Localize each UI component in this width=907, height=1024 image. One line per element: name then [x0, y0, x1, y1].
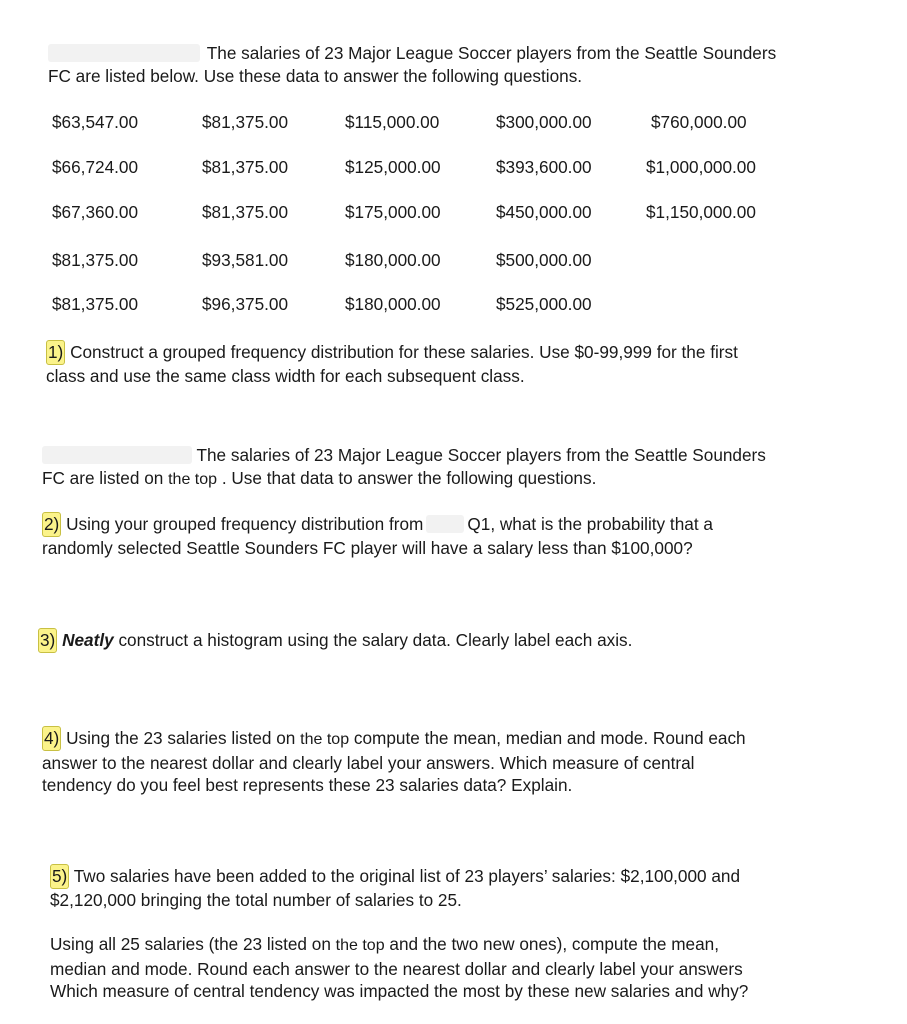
salary-cell: $81,375.00 [202, 112, 289, 132]
salary-cell: $525,000.00 [496, 294, 592, 314]
intro-2-line-1: The salaries of 23 Major League Soccer players from the Seattle Sounders [196, 445, 766, 465]
question-2 [42, 512, 713, 559]
salary-cell: $1,000,000.00 [646, 157, 756, 177]
q5-p2-line-1c: and the two new ones), compute the mean, [384, 934, 720, 954]
salary-cell: $81,375.00 [202, 157, 289, 177]
q4-the-top: the top [300, 731, 350, 748]
q5-p2-line-2: median and mode. Round each answer to the nearest dollar and clearly label your answers [50, 958, 743, 979]
salary-cell: $300,000.00 [496, 112, 592, 132]
salary-cell: $760,000.00 [651, 112, 747, 132]
q1-line-1: Construct a grouped frequency distribution for these salaries. Use $0-99,999 for the first [65, 342, 738, 362]
intro-2-the-top: the top [168, 470, 218, 488]
question-5 [50, 864, 748, 1003]
salary-cell: $66,724.00 [52, 157, 139, 177]
salary-cell: $63,547.00 [52, 112, 139, 132]
q5-p2-line-1a: Using all 25 salaries (the 23 listed on [50, 934, 336, 954]
salary-cell: $93,581.00 [202, 250, 289, 270]
salary-cell: $81,375.00 [202, 202, 289, 222]
intro-paragraph-1 [48, 42, 776, 87]
salary-cell: $67,360.00 [52, 202, 139, 222]
salary-cell: $1,150,000.00 [646, 202, 756, 222]
salary-cell: $125,000.00 [345, 157, 441, 177]
intro-1-line-1: The salaries of 23 Major League Soccer players from the Seattle Sounders [206, 43, 777, 63]
intro-2-line-2c: . Use that data to answer the following questions. [217, 467, 597, 488]
q4-line-1a: Using the 23 salaries listed on [61, 728, 301, 748]
q2-line-2: randomly selected Seattle Sounders FC player will have a salary less than $100,000? [42, 537, 693, 558]
intro-2-line-2a: FC are listed on [42, 467, 169, 488]
q5-line-2: $2,120,000 bringing the total number of salaries to 25. [50, 889, 462, 910]
q3-neatly: Neatly [62, 630, 114, 650]
q4-line-1c: compute the mean, median and mode. Round each [349, 728, 746, 748]
salary-cell: $96,375.00 [202, 294, 289, 314]
q5-line-1: Two salaries have been added to the original list of 23 players’ salaries: $2,100,000 and [69, 866, 741, 886]
salary-cell: $175,000.00 [345, 202, 441, 222]
q1-line-2: class and use the same class width for each subsequent class. [46, 365, 525, 386]
salary-cell: $115,000.00 [345, 112, 440, 132]
question-number-highlight: 3) [38, 628, 57, 653]
question-1 [46, 340, 738, 387]
intro-paragraph-2 [42, 444, 766, 491]
redacted-area [48, 44, 200, 62]
question-number-highlight: 2) [42, 512, 61, 537]
salary-cell: $180,000.00 [345, 294, 441, 314]
q2-line-1a: Using your grouped frequency distribution from [61, 514, 424, 534]
salary-cell: $81,375.00 [52, 294, 139, 314]
q4-line-2: answer to the nearest dollar and clearly label your answers. Which measure of central [42, 752, 695, 773]
salary-cell: $81,375.00 [52, 250, 139, 270]
q5-p2-line-3: Which measure of central tendency was impacted the most by these new salaries and why? [50, 981, 749, 1001]
q4-line-3: tendency do you feel best represents these 23 salaries data? Explain. [42, 775, 573, 795]
salary-cell: $450,000.00 [496, 202, 592, 222]
question-3 [38, 628, 632, 653]
question-number-highlight: 1) [46, 340, 65, 365]
salary-cell: $500,000.00 [496, 250, 592, 270]
question-4 [42, 726, 746, 797]
question-number-highlight: 4) [42, 726, 61, 751]
intro-1-line-2: FC are listed below. Use these data to answer the following questions. [48, 65, 583, 86]
q2-line-1b: Q1, what is the probability that a [467, 514, 713, 534]
question-number-highlight: 5) [50, 864, 69, 889]
q5-the-top: the top [335, 937, 385, 954]
salary-cell: $180,000.00 [345, 250, 441, 270]
q3-rest: construct a histogram using the salary data. Clearly label each axis. [113, 630, 633, 650]
salary-cell: $393,600.00 [496, 157, 592, 177]
redacted-area [426, 515, 464, 533]
redacted-area [42, 446, 192, 464]
